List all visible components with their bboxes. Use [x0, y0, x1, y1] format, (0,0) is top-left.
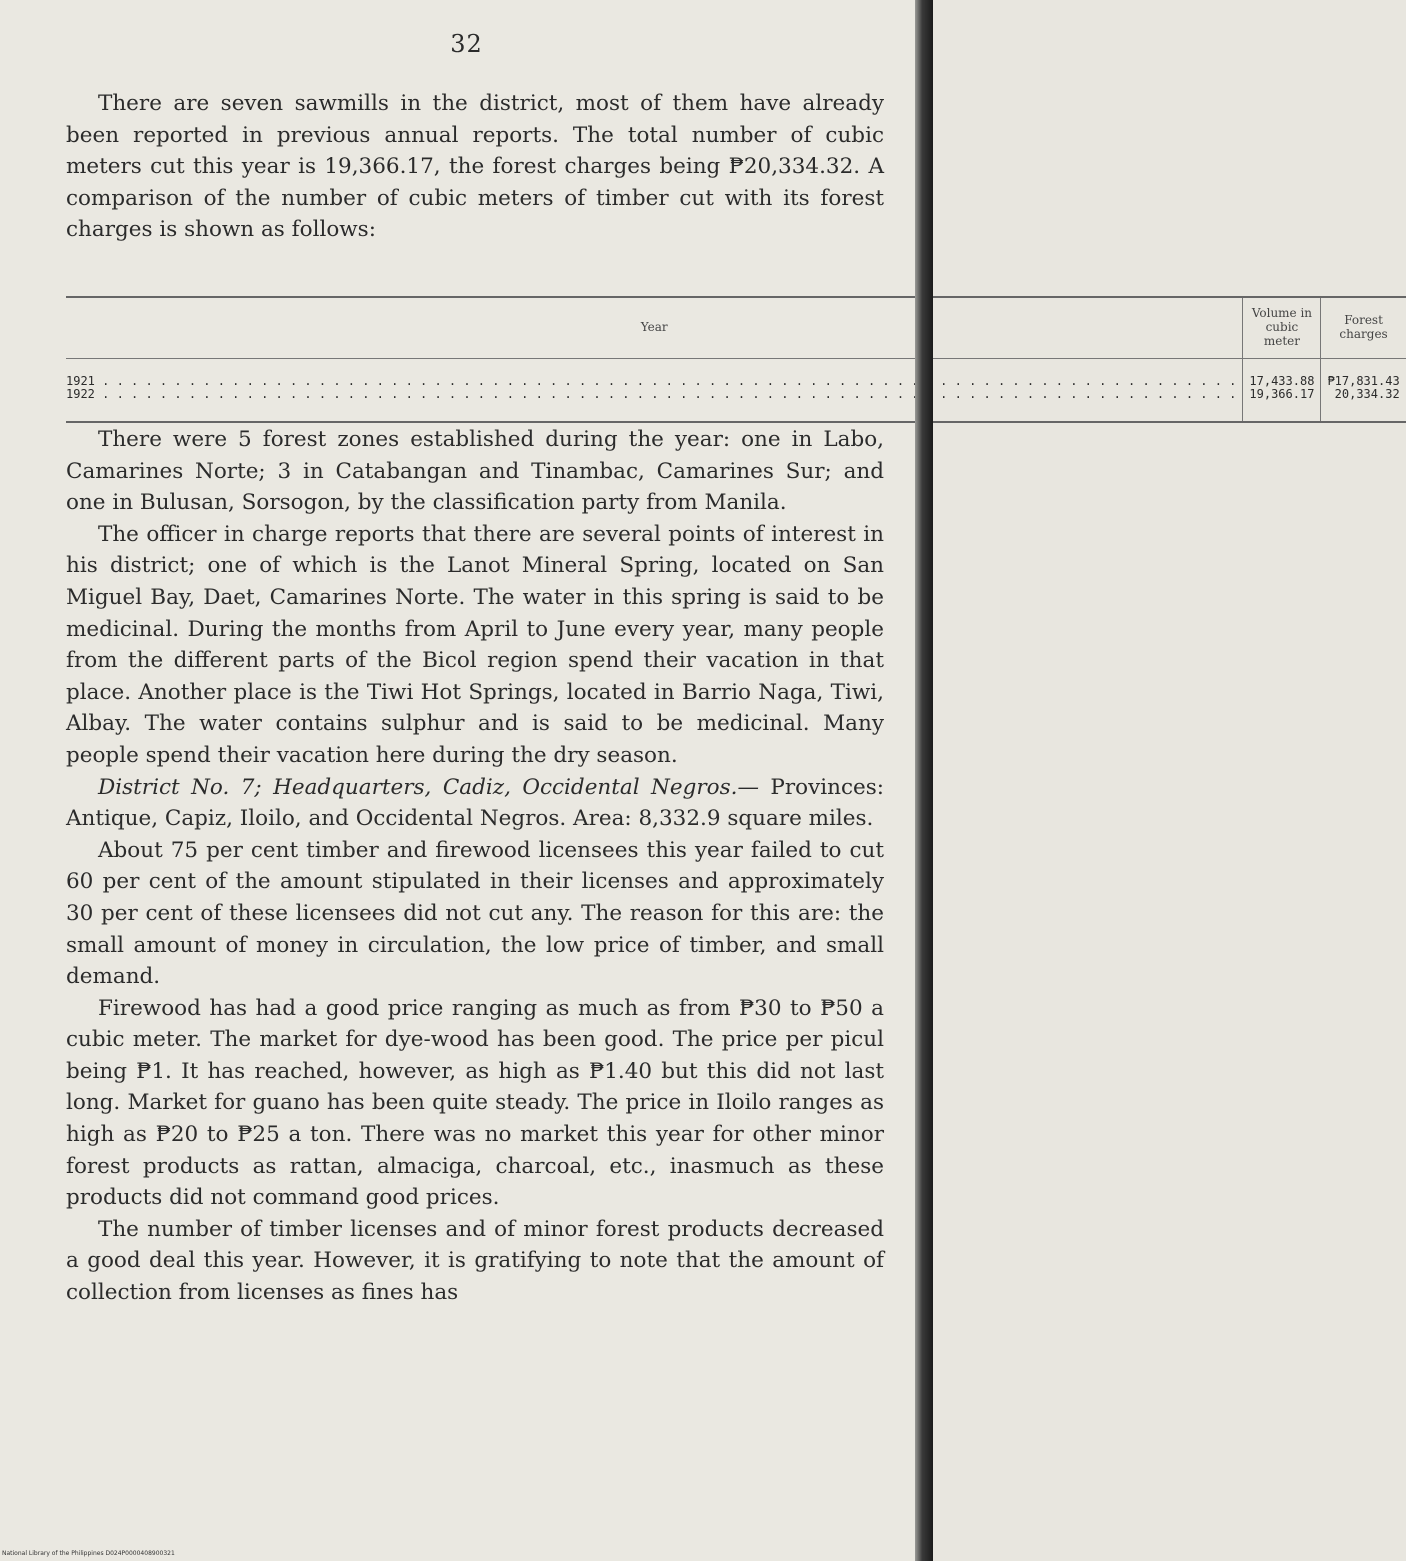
leader-dots — [95, 374, 1237, 388]
page-number: 32 — [450, 30, 483, 58]
intro-paragraph-block — [66, 88, 884, 246]
cell-year — [66, 388, 1243, 422]
header-charges: Forest charges — [1321, 297, 1406, 359]
district-heading: District No. 7; Headquarters, Cadiz, Occidental Negros.— — [98, 774, 759, 800]
leader-dots — [95, 387, 1237, 401]
cell-charges: 20,334.32 — [1321, 388, 1406, 422]
table-header-row — [66, 297, 1406, 359]
timber-comparison-table — [66, 296, 1406, 423]
cell-charges: ₱17,831.43 — [1321, 359, 1406, 389]
cell-year — [66, 359, 1243, 389]
paragraph-points-of-interest: The officer in charge reports that there are several points of interest in his district; one of which is the Lanot Mineral Spring, located on San Miguel Bay, Daet, Camarines Norte. The water in this spring is said to be medicinal. During the months from April to June every year, many people from the different parts of the Bicol region spend their vacation in that place. Another place is the Tiwi Hot Springs, located in Barrio Naga, Tiwi, Albay. The water contains sulphur and is said to be medicinal. Many people spend their vacation here during the dry season. — [66, 521, 884, 768]
cell-volume: 19,366.17 — [1243, 388, 1321, 422]
header-volume: Volume in cubic meter — [1243, 297, 1321, 359]
paragraph-licensees: About 75 per cent timber and firewood licensees this year failed to cut 60 per cent of the amount stipulated in their licenses and approximately 30 per cent of these licensees did not cut any. The reason for this are: the small amount of money in circulation, the low price of timber, and small demand. — [66, 837, 884, 990]
binding-edge — [915, 0, 933, 1561]
cell-volume: 17,433.88 — [1243, 359, 1321, 389]
header-year: Year — [640, 320, 668, 334]
paragraph-sawmills: There are seven sawmills in the district, most of them have already been reported in previous annual reports. The total number of cubic meters cut this year is 19,366.17, the forest charges being ₱20,334.32. A comparison of the number of cubic meters of timber cut with its forest charges is shown as follows: — [66, 91, 884, 243]
paragraph-firewood-prices: Firewood has had a good price ranging as much as from ₱30 to ₱50 a cubic meter. The market for dye-wood has been good. The price per picul being ₱1. It has reached, however, as high as ₱1.40 but this did not last long. Market for guano has been quite steady. The price in Iloilo ranges as high as ₱20 to ₱25 a ton. There was no market this year for other minor forest products as rattan, almaciga, charcoal, etc., inasmuch as these products did not command good prices. — [66, 995, 884, 1211]
paragraph-forest-zones: There were 5 forest zones established during the year: one in Labo, Camarines Norte; 3 in Catabangan and Tinambac, Camarines Sur; and one in Bulusan, Sorsogon, by the classification party from Manila. — [66, 427, 884, 516]
paragraph-district-7 — [66, 772, 884, 835]
main-text-block — [66, 424, 884, 1309]
table-row — [66, 388, 1406, 422]
paragraph-license-decrease: The number of timber licenses and of minor forest products decreased a good deal this year. However, it is gratifying to note that the amount of collection from licenses as fines has — [66, 1216, 884, 1306]
year-value: 1922 — [66, 387, 95, 401]
timber-table-wrapper — [66, 296, 1400, 423]
table-row — [66, 359, 1406, 389]
year-value: 1921 — [66, 374, 95, 388]
district-info: Provinces: Antique, Capiz, Iloilo, and Occidental Negros. Area: 8,332.9 square miles. — [66, 774, 885, 832]
scan-credit: National Library of the Philippines D024P0000408900321 — [2, 1550, 175, 1557]
